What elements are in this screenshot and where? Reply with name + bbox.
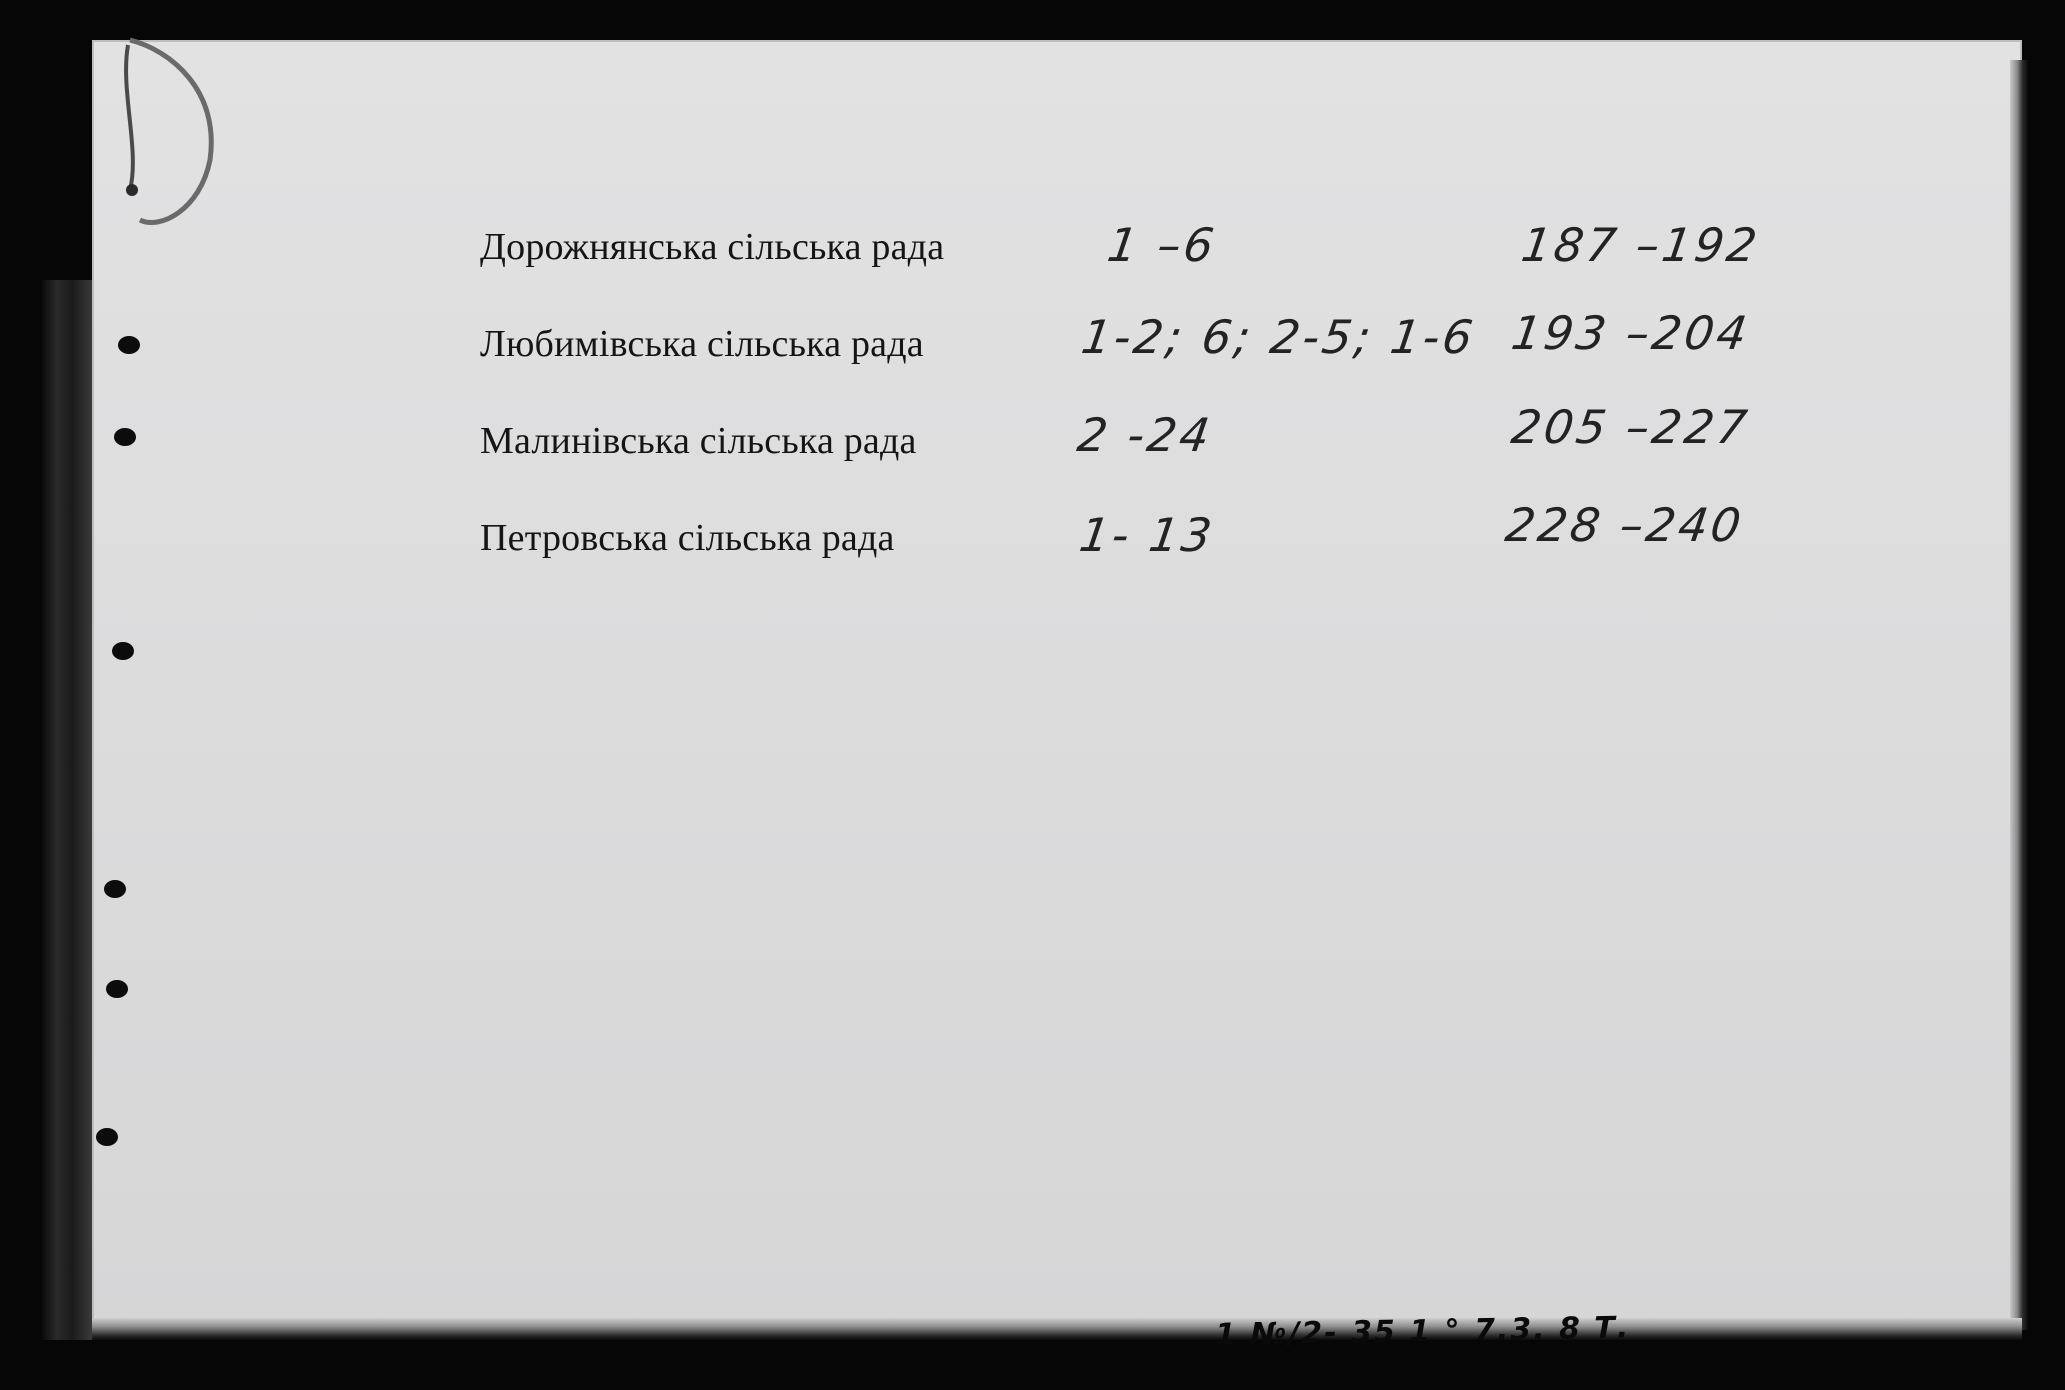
item-range: 1 –6	[1104, 218, 1220, 272]
council-name: Дорожнянська сільська рада	[480, 226, 945, 268]
page-range: 205 –227	[1508, 400, 1754, 454]
binding-edge	[42, 280, 92, 1340]
punch-hole	[118, 336, 140, 354]
council-name: Малинівська сільська рада	[480, 420, 917, 462]
binding-thread	[100, 30, 240, 230]
punch-hole	[106, 980, 128, 998]
punch-hole	[114, 428, 136, 446]
item-range: 1- 13	[1076, 508, 1218, 562]
page-edge-bottom	[92, 1318, 2022, 1340]
punch-hole	[112, 642, 134, 660]
item-range: 1-2; 6; 2-5; 1-6	[1078, 310, 1479, 364]
punch-hole	[104, 880, 126, 898]
page-edge-right	[2010, 60, 2028, 1330]
punch-hole	[96, 1128, 118, 1146]
council-name: Любимівська сільська рада	[480, 323, 924, 365]
archive-reference-note: 1 №/2- 35 1 ° 7.3. 8 Т.	[1214, 1310, 1631, 1353]
page-range: 228 –240	[1502, 498, 1748, 552]
page-range: 187 –192	[1518, 218, 1764, 272]
item-range: 2 -24	[1074, 408, 1216, 462]
page-range: 193 –204	[1508, 306, 1754, 360]
council-name: Петровська сільська рада	[480, 517, 895, 559]
